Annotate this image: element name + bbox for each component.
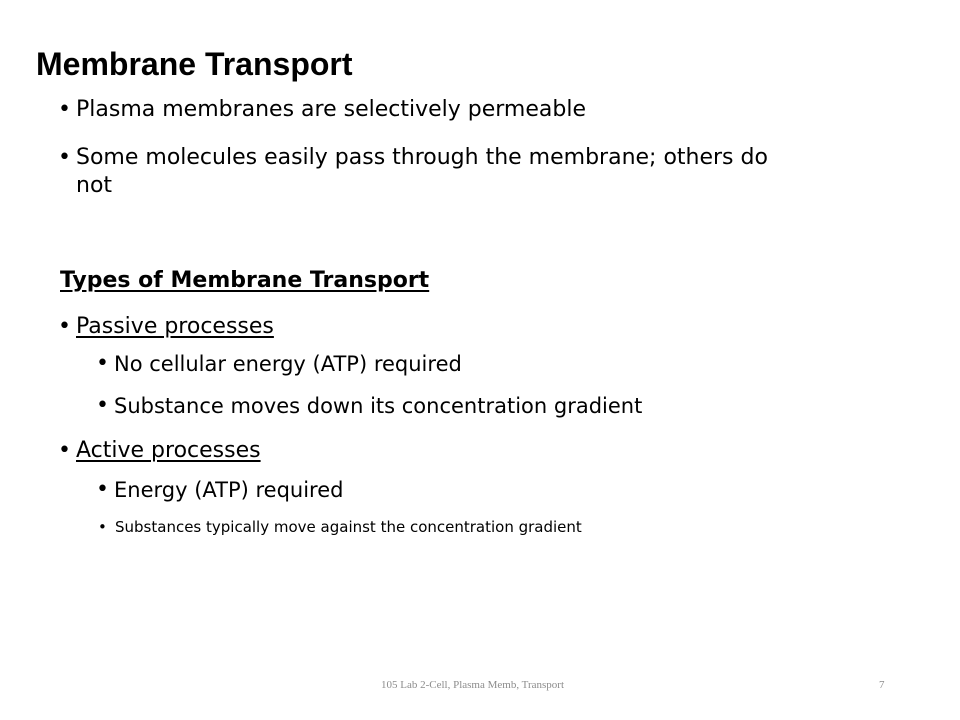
subitem-text: Energy (ATP) required bbox=[114, 478, 344, 502]
passive-subitem bbox=[96, 392, 642, 420]
bullet-dot: • bbox=[58, 314, 71, 339]
slide-title: Membrane Transport bbox=[36, 46, 353, 82]
bullet-dot: • bbox=[98, 518, 107, 536]
bullet-dot: • bbox=[96, 477, 109, 502]
bullet-text-line-1: Some molecules easily pass through the membrane; others do bbox=[76, 145, 768, 170]
passive-processes-label: Passive processes bbox=[76, 314, 274, 339]
subitem-text: Substance moves down its concentration gradient bbox=[114, 394, 643, 418]
bullet-text bbox=[76, 144, 768, 200]
section-heading: Types of Membrane Transport bbox=[60, 268, 430, 293]
bullet-dot: • bbox=[96, 393, 109, 418]
active-processes-label: Active processes bbox=[76, 438, 261, 463]
bullet-dot: • bbox=[96, 351, 109, 376]
passive-processes-item bbox=[58, 313, 274, 341]
intro-bullet-molecules bbox=[58, 144, 768, 200]
active-processes-item bbox=[58, 437, 261, 465]
bullet-text: Plasma membranes are selectively permeable bbox=[76, 97, 586, 122]
intro-bullet-permeable bbox=[58, 96, 586, 124]
page-number: 7 bbox=[879, 679, 885, 691]
active-subitem-small bbox=[98, 516, 582, 538]
bullet-dot: • bbox=[58, 438, 71, 463]
bullet-dot: • bbox=[58, 97, 71, 122]
passive-subitem bbox=[96, 350, 462, 378]
bullet-dot: • bbox=[58, 145, 71, 170]
active-subitem bbox=[96, 476, 343, 504]
subitem-text: No cellular energy (ATP) required bbox=[114, 352, 462, 376]
subitem-text: Substances typically move against the concentration gradient bbox=[115, 518, 582, 536]
bullet-text-line-2: not bbox=[76, 173, 113, 198]
footer-caption: 105 Lab 2-Cell, Plasma Memb, Transport bbox=[381, 679, 565, 691]
